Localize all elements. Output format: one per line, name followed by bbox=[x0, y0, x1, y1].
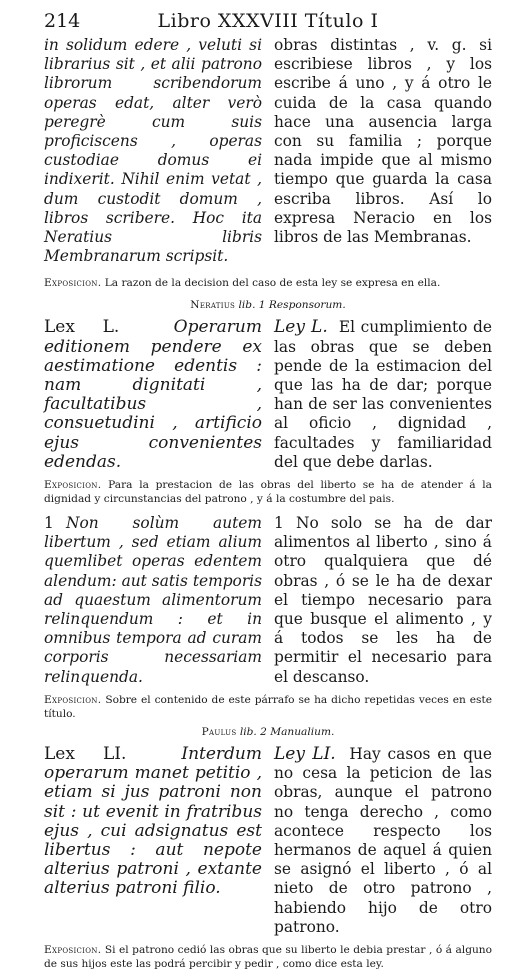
law-heading: Lex L. bbox=[44, 317, 120, 338]
ley-heading: Ley L. bbox=[274, 317, 328, 338]
ley-heading: Ley LI. bbox=[274, 743, 336, 764]
exposition-note bbox=[44, 943, 492, 971]
exposition-label: Exposicion. bbox=[44, 479, 102, 492]
law-block bbox=[44, 318, 492, 472]
spanish-text: obras distintas , v. g. si escribiese libros , y los escribe á uno , y á otro le cuida de la casa quando hace una ausencia larga con su familia ; porque nada impide que al mismo tiempo que guarda la casa escriba libros. Así lo expresa Neracio en los libros de las Membranas. bbox=[274, 36, 492, 247]
latin-text: Non solùm autem libertum , sed etiam alium quemlibet operas edentem alendum: aut satis temporis ad quaestum alimentorum relinquendum : et in omnibus tempora ad curam corporis necessariam relinquenda. bbox=[44, 514, 262, 686]
book-page bbox=[44, 8, 492, 975]
exposition-text: Sobre el contenido de este párrafo se ha dicho repetidas veces en este título. bbox=[44, 693, 492, 720]
latin-text: Operarum editionem pendere ex aestimatione edentis : nam dignitati , facultatibus , consuetudini , artificio ejus convenientes edendas. bbox=[44, 317, 262, 472]
exposition-label: Exposicion. bbox=[44, 943, 102, 956]
paragraph-block bbox=[44, 514, 492, 687]
paragraph-number: 1 bbox=[44, 514, 54, 533]
exposition-text: Si el patrono cedió las obras que su liberto le debia prestar , ó á alguno de sus hijos este las podrá percibir y pedir , como dice esta ley. bbox=[44, 943, 492, 970]
running-title: Libro XXXVIII Título I bbox=[157, 10, 379, 32]
latin-column bbox=[44, 318, 262, 472]
source-citation bbox=[44, 298, 492, 312]
spanish-column bbox=[274, 36, 492, 266]
exposition-note bbox=[44, 693, 492, 721]
latin-column bbox=[44, 745, 262, 937]
exposition-text: Para la prestacion de las obras del liberto se ha de atender á la dignidad y circunstancias del patrono , y á la costumbre del pais. bbox=[44, 479, 492, 506]
latin-column bbox=[44, 514, 262, 687]
exposition-note bbox=[44, 276, 492, 290]
exposition-label: Exposicion. bbox=[44, 277, 102, 290]
continuation-block bbox=[44, 36, 492, 266]
paragraph-number: 1 bbox=[274, 514, 284, 533]
spanish-column bbox=[274, 318, 492, 472]
exposition-label: Exposicion. bbox=[44, 693, 102, 706]
source-reference: lib. 1 Responsorum. bbox=[238, 299, 346, 312]
source-citation bbox=[44, 725, 492, 739]
exposition-text: La razon de la decision del caso de esta ley se expresa en ella. bbox=[104, 277, 441, 290]
page-number: 214 bbox=[44, 10, 81, 32]
spanish-text: Hay casos en que no cesa la peticion de las obras, aunque el patrono no tenga derecho , como acontece respecto los hermanos de aquel á quien se asignó el liberto , ó al nieto de otro patrono , habiendo hijo de otro patrono. bbox=[274, 744, 492, 936]
exposition-note bbox=[44, 478, 492, 506]
latin-text: in solidum edere , veluti si librarius sit , et alii patrono librorum scribendorum operas edat, alter verò peregrè cum suis proficiscens , operas custodiae domus ei indixerit. Nihil enim vetat , dum custodit domum , libros scribere. Hoc ita Neratius libris Membranarum scripsit. bbox=[44, 36, 262, 266]
spanish-column bbox=[274, 514, 492, 687]
latin-column bbox=[44, 36, 262, 266]
law-heading: Lex LI. bbox=[44, 743, 127, 764]
spanish-text: No solo se ha de dar alimentos al liberto , sino á otro qualquiera que dé obras , ó se le ha de dexar el tiempo necesario para que busque el alimento , y á todos se les ha de permitir el necesario para el descanso. bbox=[274, 514, 492, 686]
spanish-text: El cumplimiento de las obras que se deben pende de la estimacion del que las ha de dar; porque han de ser las convenientes al oficio , dignidad , facultades y familiaridad del que debe darlas. bbox=[274, 318, 492, 471]
source-author: Paulus bbox=[201, 725, 237, 738]
source-author: Neratius bbox=[190, 299, 236, 312]
law-block bbox=[44, 745, 492, 937]
page-header bbox=[44, 8, 492, 36]
spanish-column bbox=[274, 745, 492, 937]
source-reference: lib. 2 Manualium. bbox=[239, 725, 335, 738]
latin-text: Interdum operarum manet petitio , etiam si jus patroni non sit : ut evenit in fratribus ejus , cui adsignatus est libertus : aut nepote alterius patroni , extante alterius patroni filio. bbox=[44, 743, 262, 899]
